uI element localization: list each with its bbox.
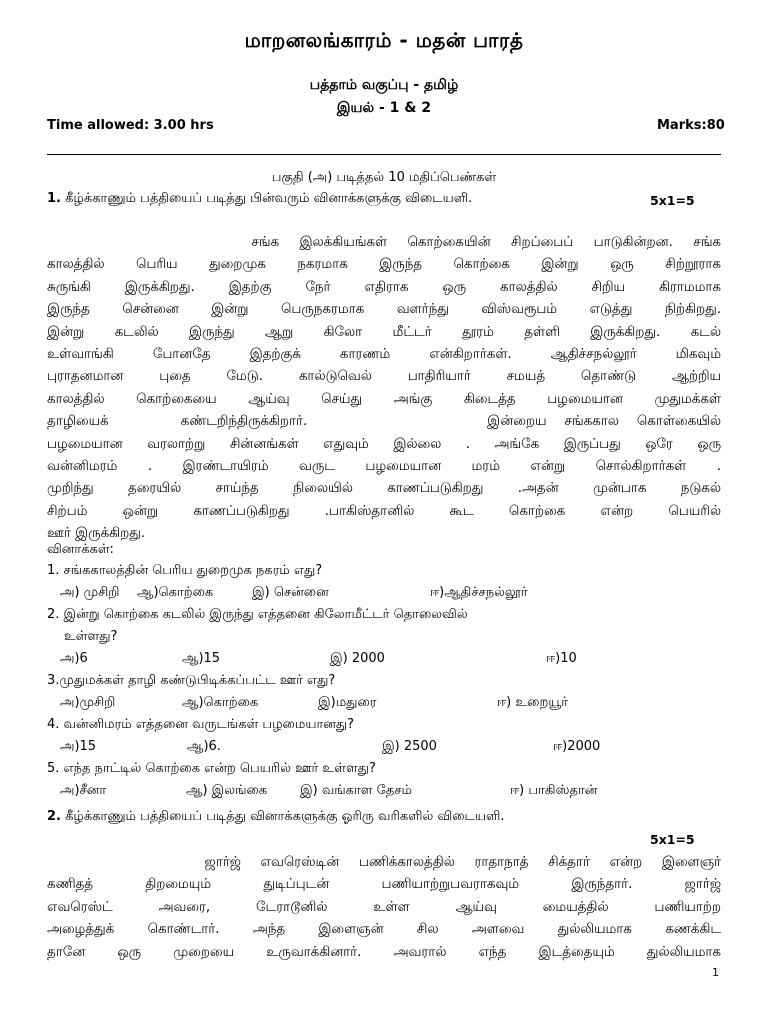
answer-option: ஈ)ஆதிச்சநல்லூர் bbox=[430, 585, 528, 600]
q1-passage-line: முறிந்து தரையில் சாய்ந்த நிலையில் காணப்படுகிறது .அதன் முன்பாக நடுகல் bbox=[47, 481, 721, 497]
answer-option: அ)15 bbox=[60, 739, 97, 754]
q1-passage-line: சங்க இலக்கியங்கள் கொற்கையின் சிறப்பைப் பாடுகின்றன. சங்க bbox=[47, 235, 721, 250]
document-title: மாறனலங்காரம் - மதன் பாரத் bbox=[244, 28, 524, 52]
question-text-continued: உள்ளது? bbox=[64, 629, 118, 644]
q2-passage-line: அழைத்துக் கொண்டார். அந்த இளைஞன் சில அளவை துல்லியமாக கணக்கிட bbox=[47, 922, 721, 938]
answer-option: ஆ)15 bbox=[182, 651, 221, 666]
q2-marks: 5x1=5 bbox=[650, 832, 695, 847]
answer-option: ஆ)6. bbox=[187, 739, 221, 754]
q1-passage-line: இருந்த சென்னை இன்று பெருநகரமாக வளர்ந்து விஸ்வரூபம் எடுத்து நிற்கிறது. bbox=[47, 302, 721, 318]
questions-heading: வினாக்கள்: bbox=[47, 542, 114, 557]
question-text: 4. வன்னிமரம் எத்தனை வருடங்கள் பழமையானது? bbox=[47, 717, 355, 732]
q1-instruction-text: கீழ்க்காணும் பத்தியைப் படித்து பின்வரும் வினாக்களுக்கு விடையளி. bbox=[60, 191, 473, 206]
answer-option: அ)முசிறி bbox=[60, 695, 116, 710]
q2-number: 2. bbox=[47, 809, 61, 824]
q1-passage-line: காலத்தில் பெரிய துறைமுக நகரமாக இருந்த கொற்கை இன்று ஒரு சிற்றூராக bbox=[47, 257, 721, 273]
q1-passage-line: ஊர் இருக்கிறது. bbox=[47, 526, 146, 542]
q1-passage-line: புராதனமான புதை மேடு. கால்டுவெல் பாதிரியார் சமயத் தொண்டு ஆற்றிய bbox=[47, 369, 721, 385]
time-allowed: Time allowed: 3.00 hrs bbox=[47, 118, 214, 133]
q2-passage bbox=[47, 852, 721, 964]
part-heading: பகுதி (அ) படித்தல் 10 மதிப்பெண்கள் bbox=[271, 170, 497, 185]
q1-instruction bbox=[47, 191, 472, 207]
answer-option: இ) 2500 bbox=[382, 739, 437, 754]
answer-option: ஆ)கொற்கை bbox=[137, 585, 214, 600]
q1-passage-line: பழமையான வரலாற்று சின்னங்கள் எதுவும் இல்லை . அங்கே இருப்பது ஒரே ஒரு bbox=[47, 436, 721, 452]
answer-option: ஈ)10 bbox=[546, 651, 577, 666]
answer-option: ஈ) பாகிஸ்தான் bbox=[510, 783, 598, 798]
answer-option: அ)சீனா bbox=[60, 783, 107, 798]
q1-passage-line: உள்வாங்கி போனதே இதற்குக் காரணம் என்கிறார்கள். ஆதிச்சநல்லூர் மிகவும் bbox=[47, 347, 721, 363]
question-text: 1. சங்ககாலத்தின் பெரிய துறைமுக நகரம் எது? bbox=[47, 563, 323, 578]
q2-passage-line: ஜார்ஜ் எவரெஸ்டின் பணிக்காலத்தில் ராதாநாத் சிக்தார் என்ற இளைஞர் bbox=[47, 855, 721, 870]
page-number: 1 bbox=[712, 966, 719, 979]
answer-option: ஈ) உறையூர் bbox=[497, 695, 568, 710]
q1-passage-line: வன்னிமரம் . இரண்டாயிரம் வருட பழமையான மரம் என்று சொல்கிறார்கள் . bbox=[47, 459, 721, 475]
q1-passage-line: தாழியைக் கண்டறிந்திருக்கிறார். இன்றைய சங்ககால கொள்கையில் bbox=[47, 414, 721, 430]
answer-option: இ)மதுரை bbox=[318, 695, 377, 710]
class-subject: பத்தாம் வகுப்பு - தமிழ் bbox=[309, 77, 459, 93]
q1-passage bbox=[47, 232, 721, 546]
answer-option: ஈ)2000 bbox=[553, 739, 601, 754]
header-divider bbox=[47, 154, 721, 155]
q2-passage-line: தானே ஒரு முறையை உருவாக்கினார். அவரால் எந்த இடத்தையும் துல்லியமாக bbox=[47, 944, 721, 960]
q2-passage-line: கணிதத் திறமையும் துடிப்புடன் பணியாற்றுபவராகவும் இருந்தார். ஜார்ஜ் bbox=[47, 877, 721, 893]
q2-passage-line: எவரெஸ்ட் அவரை, டேராடூனில் உள்ள ஆய்வு மையத்தில் பணியாற்ற bbox=[47, 899, 721, 915]
q1-number: 1. bbox=[47, 191, 61, 206]
q2-instruction-text: கீழ்க்காணும் பத்தியைப் படித்து வினாக்களுக்கு ஓரிரு வரிகளில் விடையளி. bbox=[60, 809, 505, 824]
total-marks: Marks:80 bbox=[657, 118, 725, 133]
answer-option: ஆ) இலங்கை bbox=[186, 783, 268, 798]
q1-passage-line: சிற்பம் ஒன்று காணப்படுகிறது .பாகிஸ்தானில் கூட கொற்கை என்ற பெயரில் bbox=[47, 503, 721, 519]
answer-option: இ) 2000 bbox=[330, 651, 385, 666]
q1-passage-line: காலத்தில் கொற்கையை ஆய்வு செய்து அங்கு கிடைத்த பழமையான முதுமக்கள் bbox=[47, 391, 721, 407]
answer-option: இ) சென்னை bbox=[252, 585, 329, 600]
question-text: 3.முதுமக்கள் தாழி கண்டுபிடிக்கப்பட்ட ஊர் எது? bbox=[47, 673, 336, 688]
question-text: 2. இன்று கொற்கை கடலில் இருந்து எத்தனை கிலோமீட்டர் தொலைவில் bbox=[47, 607, 468, 622]
answer-option: அ)6 bbox=[60, 651, 88, 666]
q1-passage-line: சுருங்கி இருக்கிறது. இதற்கு நேர் எதிராக ஒரு காலத்தில் சிறிய கிராமமாக bbox=[47, 279, 721, 295]
q2-instruction bbox=[47, 809, 505, 825]
q1-passage-line: இன்று கடலில் இருந்து ஆறு கிலோ மீட்டர் தூரம் தள்ளி இருக்கிறது. கடல் bbox=[47, 324, 721, 340]
answer-option: ஆ)கொற்கை bbox=[182, 695, 259, 710]
answer-option: இ) வங்காள தேசம் bbox=[300, 783, 413, 798]
q1-marks: 5x1=5 bbox=[650, 193, 695, 208]
question-text: 5. எந்த நாட்டில் கொற்கை என்ற பெயரில் ஊர் உள்ளது? bbox=[47, 761, 376, 776]
answer-option: அ) முசிறி bbox=[60, 585, 120, 600]
unit-label: இயல் - 1 & 2 bbox=[336, 100, 432, 116]
